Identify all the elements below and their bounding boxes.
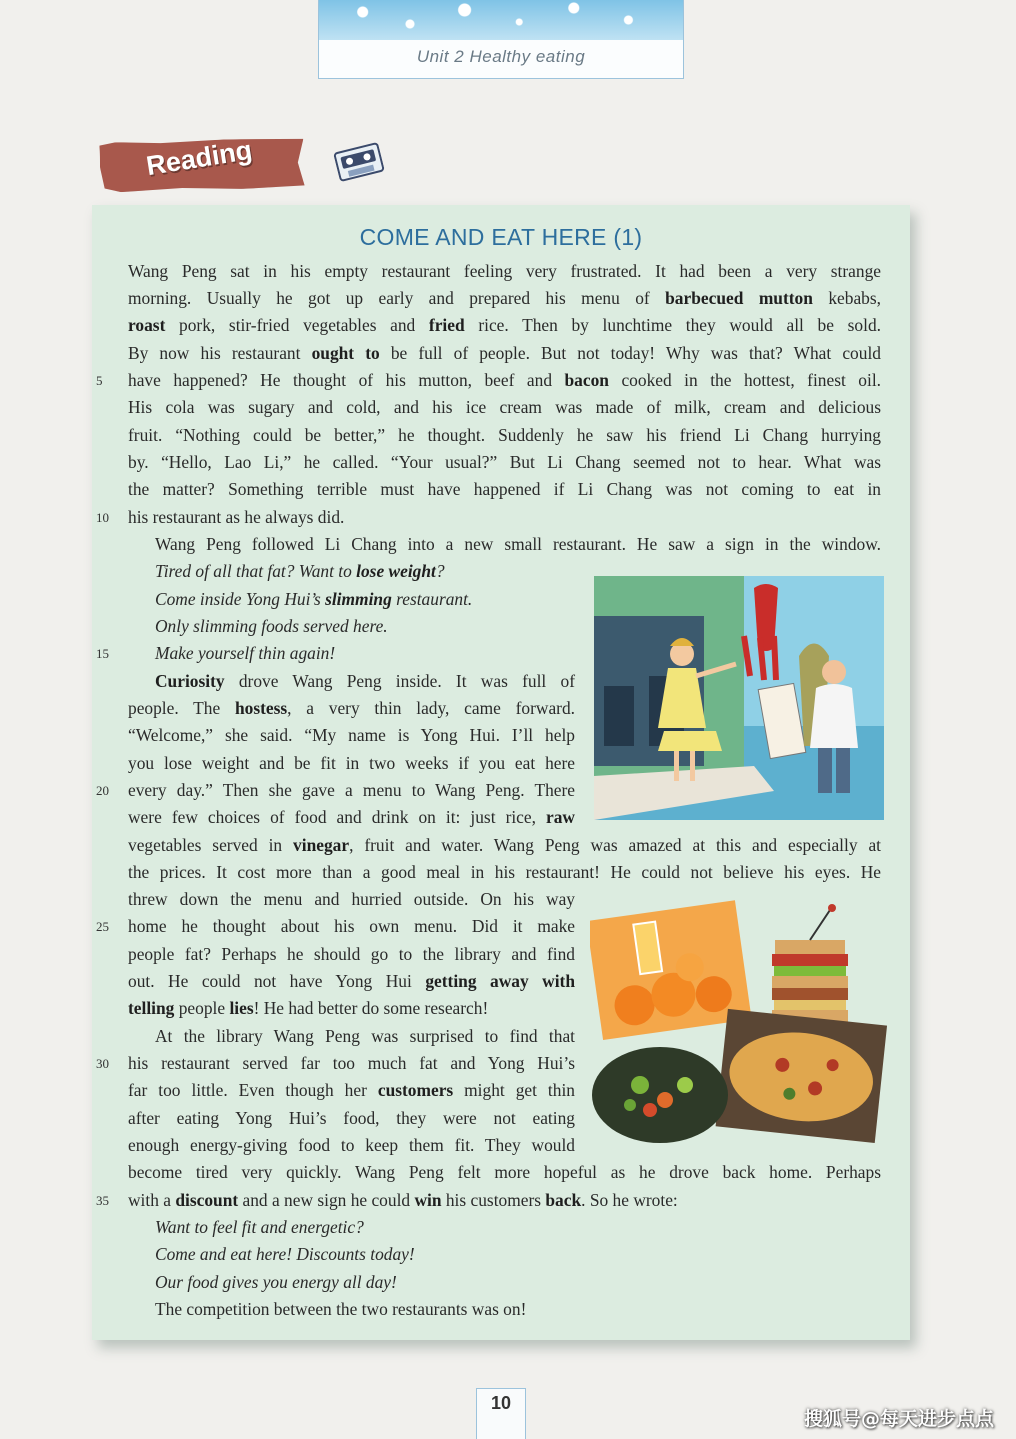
- text-line: you lose weight and be fit in two weeks if you eat here: [128, 753, 575, 773]
- text-line: the matter? Something terrible must have happened if Li Chang was not coming to eat in: [128, 479, 881, 499]
- unit-title: Unit 2 Healthy eating: [416, 47, 586, 66]
- text-line: By now his restaurant ought to be full of people. But not today! Why was that? What could: [128, 343, 881, 363]
- text-line: his restaurant as he always did.: [128, 507, 345, 527]
- text-line: home he thought about his own menu. Did it make: [128, 916, 575, 936]
- sign-line: Want to feel fit and energetic?: [155, 1217, 364, 1237]
- text-line: vegetables served in vinegar, fruit and water. Wang Peng was amazed at this and especially at: [128, 835, 881, 855]
- text-line: the prices. It cost more than a good meal in his restaurant! He could not believe his eyes. He: [128, 862, 881, 882]
- text-line: roast pork, stir-fried vegetables and fried rice. Then by lunchtime they would all be sold.: [128, 315, 881, 335]
- story-title: COME AND EAT HERE (1): [359, 224, 643, 250]
- text-line: The competition between the two restaurants was on!: [155, 1299, 527, 1319]
- text-line: Wang Peng sat in his empty restaurant feeling very frustrated. It had been a very strange: [128, 261, 881, 281]
- sign-line: Make yourself thin again!: [155, 643, 336, 663]
- section-label: Reading: [144, 134, 255, 182]
- watermark: 搜狐号@每天进步点点: [803, 1408, 994, 1430]
- text-line: Wang Peng followed Li Chang into a new small restaurant. He saw a sign in the window.: [155, 534, 881, 554]
- text-line: become tired very quickly. Wang Peng felt more hopeful as he drove back home. Perhaps: [128, 1162, 881, 1182]
- text-line: threw down the menu and hurried outside. On his way: [128, 889, 575, 909]
- text-line: “Welcome,” she said. “My name is Yong Hui. I’ll help: [128, 725, 575, 745]
- text-line: fruit. “Nothing could be better,” he thought. Suddenly he saw his friend Li Chang hurrying: [128, 425, 881, 445]
- text-line: every day.” Then she gave a menu to Wang Peng. There: [128, 780, 575, 800]
- food-collage-photo: [590, 900, 890, 1150]
- sign-line: Come inside Yong Hui’s slimming restaurant.: [155, 589, 473, 609]
- text-line: his restaurant served far too much fat and Yong Hui’s: [128, 1053, 575, 1073]
- line-number: 35: [96, 1193, 109, 1208]
- text-line: far too little. Even though her customers might get thin: [128, 1080, 575, 1100]
- cassette-tape-icon[interactable]: [333, 141, 385, 183]
- sign-line: Come and eat here! Discounts today!: [155, 1244, 415, 1264]
- text-line: after eating Yong Hui’s food, they were not eating: [128, 1108, 575, 1128]
- text-line: At the library Wang Peng was surprised to find that: [155, 1026, 575, 1046]
- sign-line: Our food gives you energy all day!: [155, 1272, 397, 1292]
- line-number: 20: [96, 783, 109, 798]
- text-line: people. The hostess, a very thin lady, came forward.: [128, 698, 576, 718]
- line-number: 30: [96, 1056, 109, 1071]
- cartoon-restaurant-hostess-illustration: [594, 576, 884, 820]
- text-line: telling people lies! He had better do some research!: [128, 998, 489, 1018]
- sign-line: Only slimming foods served here.: [155, 616, 388, 636]
- text-line: have happened? He thought of his mutton, beef and bacon cooked in the hottest, finest oil.: [128, 370, 882, 390]
- line-number: 10: [96, 510, 109, 525]
- line-number: 15: [96, 646, 109, 661]
- page-number-box: [476, 1388, 526, 1439]
- text-line: out. He could not have Yong Hui getting away with: [128, 971, 576, 991]
- header-water-decoration: [319, 0, 683, 40]
- unit-header: [318, 0, 684, 79]
- text-line: morning. Usually he got up early and prepared his menu of barbecued mutton kebabs,: [128, 288, 881, 308]
- text-line: by. “Hello, Lao Li,” he called. “Your usual?” But Li Chang seemed not to hear. What was: [128, 452, 881, 472]
- text-line: Curiosity drove Wang Peng inside. It was full of: [155, 671, 575, 691]
- text-line: His cola was sugary and cold, and his ice cream was made of milk, cream and delicious: [128, 397, 881, 417]
- page-number: 10: [490, 1393, 512, 1413]
- sign-line: Tired of all that fat? Want to lose weight?: [155, 561, 445, 581]
- line-number: 25: [96, 919, 109, 934]
- line-number: 5: [96, 373, 103, 388]
- text-line: were few choices of food and drink on it: just rice, raw: [128, 807, 575, 827]
- text-line: with a discount and a new sign he could win his customers back. So he wrote:: [128, 1190, 678, 1210]
- text-line: people fat? Perhaps he should go to the library and find: [128, 944, 575, 964]
- text-line: enough energy-giving food to keep them fit. They would: [128, 1135, 575, 1155]
